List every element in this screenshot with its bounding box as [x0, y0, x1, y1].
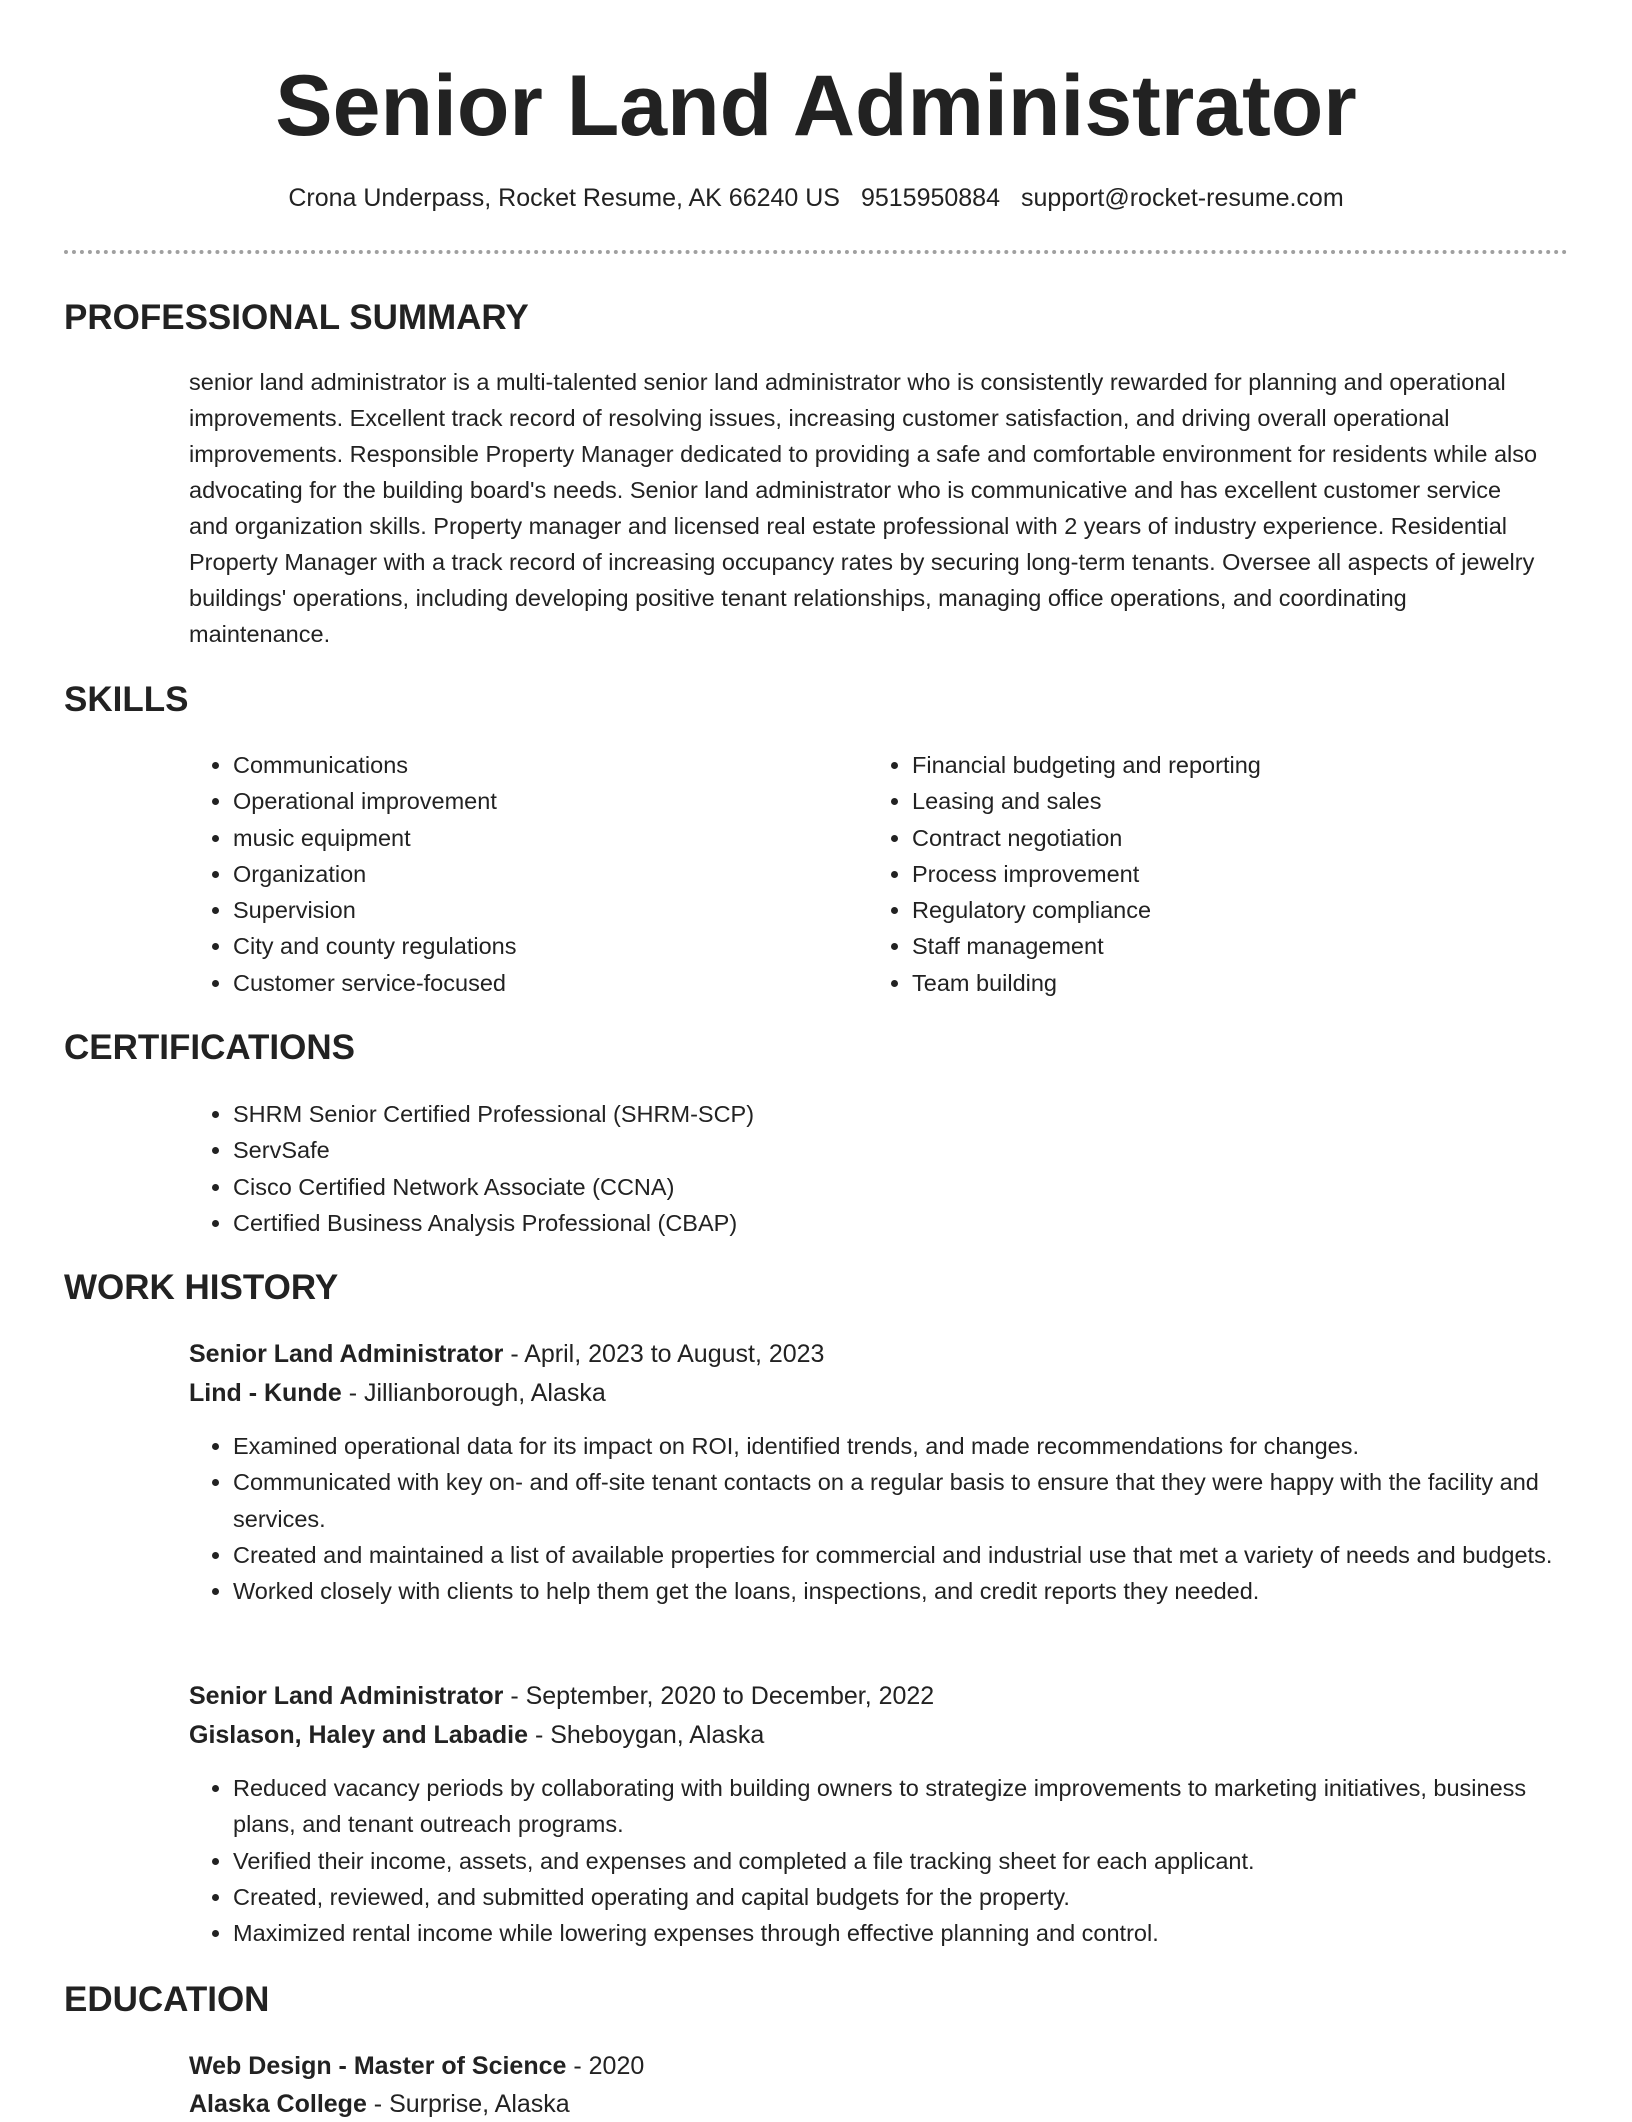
- skill-item: • Financial budgeting and reporting: [912, 747, 1572, 783]
- education-year: - 2020: [566, 2052, 645, 2080]
- skill-item: • Process improvement: [912, 856, 1572, 892]
- education-school-line: [189, 2086, 570, 2122]
- certifications-list: [189, 1096, 1573, 1241]
- job-bullets: [189, 1770, 1589, 1951]
- skill-item: • Customer service-focused: [233, 965, 853, 1001]
- certification-item: • Certified Business Analysis Professional (CBAP): [233, 1205, 1573, 1241]
- skills-list-left: [189, 747, 853, 1001]
- education-location: - Surprise, Alaska: [366, 2090, 570, 2118]
- skill-item: • Regulatory compliance: [912, 892, 1572, 928]
- contact-address: Crona Underpass, Rocket Resume, AK 66240 US: [288, 184, 840, 212]
- job-location: - Sheboygan, Alaska: [528, 1721, 765, 1749]
- skill-item: • music equipment: [233, 820, 853, 856]
- job-role: Senior Land Administrator: [189, 1340, 504, 1368]
- skills-heading: SKILLS: [64, 680, 189, 719]
- header-divider: [64, 250, 1568, 254]
- education-degree: Web Design - Master of Science: [189, 2052, 567, 2080]
- skill-item: • Leasing and sales: [912, 783, 1572, 819]
- summary-heading: PROFESSIONAL SUMMARY: [64, 298, 529, 337]
- job-bullet: • Worked closely with clients to help them get the loans, inspections, and credit reports they needed.: [233, 1573, 1589, 1609]
- skills-list-right: [868, 747, 1572, 1001]
- job-role: Senior Land Administrator: [189, 1682, 504, 1710]
- skill-item: • Operational improvement: [233, 783, 853, 819]
- certification-item: • SHRM Senior Certified Professional (SHRM-SCP): [233, 1096, 1573, 1132]
- job-bullets: [189, 1428, 1589, 1609]
- skill-item: • City and county regulations: [233, 928, 853, 964]
- job-company-line: [189, 1375, 606, 1411]
- summary-text: senior land administrator is a multi-talented senior land administrator who is consistently rewarded for planning and operational improvements. Excellent track record of resolving issues, increasing customer satisfaction, and driving overall operational improvements. Responsible Property Manager dedicated to providing a safe and comfortable environment for residents while also advocating for the building board's needs. Senior land administrator who is communicative and has excellent customer service and organization skills. Property manager and licensed real estate professional with 2 years of industry experience. Residential Property Manager with a track record of increasing occupancy rates by securing long-term tenants. Oversee all aspects of jewelry buildings' operations, including developing positive tenant relationships, managing office operations, and coordinating maintenance.: [189, 369, 1538, 647]
- job-bullet: • Reduced vacancy periods by collaborating with building owners to strategize improvements to marketing initiatives, business plans, and tenant outreach programs.: [233, 1770, 1589, 1843]
- certification-item: • Cisco Certified Network Associate (CCNA): [233, 1169, 1573, 1205]
- skill-item: • Supervision: [233, 892, 853, 928]
- resume-name: Senior Land Administrator: [275, 58, 1357, 154]
- job-dates: - April, 2023 to August, 2023: [503, 1340, 825, 1368]
- job-bullet: • Created and maintained a list of available properties for commercial and industrial use that met a variety of needs and budgets.: [233, 1537, 1589, 1573]
- job-bullet: • Examined operational data for its impact on ROI, identified trends, and made recommendations for changes.: [233, 1428, 1589, 1464]
- education-degree-line: [189, 2048, 644, 2084]
- work-history-heading: WORK HISTORY: [64, 1268, 339, 1307]
- contact-phone: 9515950884: [860, 184, 1000, 212]
- job-title-line: [189, 1336, 824, 1372]
- contact-line: [0, 180, 1632, 216]
- skill-item: • Team building: [912, 965, 1572, 1001]
- job-bullet: • Verified their income, assets, and expenses and completed a file tracking sheet for each applicant.: [233, 1843, 1589, 1879]
- education-heading: EDUCATION: [64, 1980, 270, 2019]
- skill-item: • Organization: [233, 856, 853, 892]
- job-dates: - September, 2020 to December, 2022: [503, 1682, 935, 1710]
- skill-item: • Communications: [233, 747, 853, 783]
- contact-email: support@rocket-resume.com: [1020, 184, 1344, 212]
- job-bullet: • Maximized rental income while lowering expenses through effective planning and control.: [233, 1915, 1589, 1951]
- education-school: Alaska College: [189, 2090, 367, 2118]
- skill-item: • Contract negotiation: [912, 820, 1572, 856]
- skill-item: • Staff management: [912, 928, 1572, 964]
- job-company-line: [189, 1717, 764, 1753]
- job-location: - Jillianborough, Alaska: [341, 1379, 606, 1407]
- job-bullet: • Created, reviewed, and submitted operating and capital budgets for the property.: [233, 1879, 1589, 1915]
- certification-item: • ServSafe: [233, 1132, 1573, 1168]
- certifications-heading: CERTIFICATIONS: [64, 1028, 356, 1067]
- job-company: Lind - Kunde: [189, 1379, 342, 1407]
- job-bullet: • Communicated with key on- and off-site tenant contacts on a regular basis to ensure that they were happy with the facility and services.: [233, 1464, 1589, 1537]
- job-company: Gislason, Haley and Labadie: [189, 1721, 529, 1749]
- job-title-line: [189, 1678, 934, 1714]
